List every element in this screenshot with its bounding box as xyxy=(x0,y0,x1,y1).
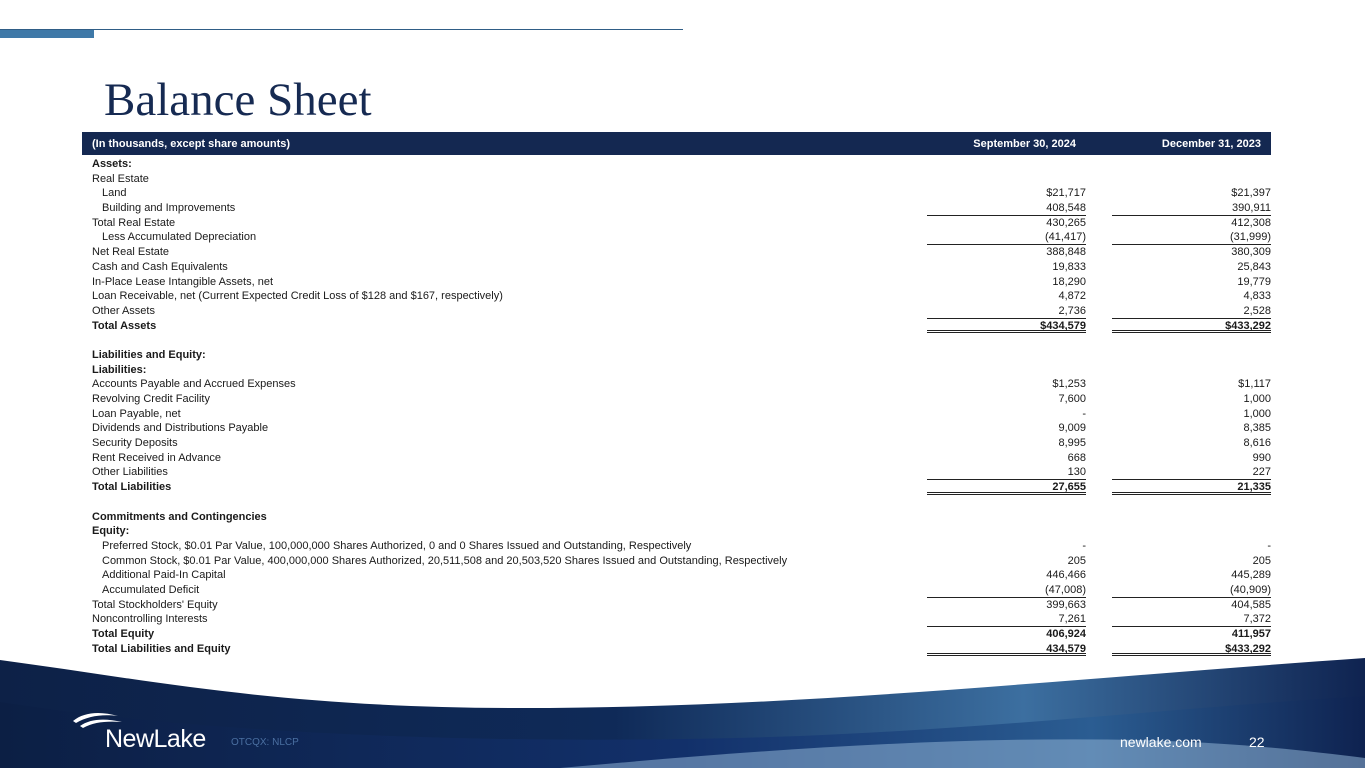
table-row xyxy=(82,436,1271,451)
table-row xyxy=(82,392,1271,407)
value-dec-2023: 412,308 xyxy=(1231,216,1271,229)
row-label: Accounts Payable and Accrued Expenses xyxy=(92,378,296,391)
table-row xyxy=(82,583,1271,598)
table-row xyxy=(82,539,1271,554)
page-number: 22 xyxy=(1249,734,1265,750)
table-row xyxy=(82,568,1271,583)
logo-text: NewLake xyxy=(105,725,206,753)
table-row xyxy=(82,289,1271,304)
row-label: Assets: xyxy=(92,158,132,170)
row-label: Noncontrolling Interests xyxy=(92,613,208,626)
table-row xyxy=(82,304,1271,319)
value-dec-2023: 7,372 xyxy=(1112,612,1271,627)
value-dec-2023: 8,616 xyxy=(1243,437,1271,450)
row-label: Total Stockholders' Equity xyxy=(92,598,218,611)
row-label: Rent Received in Advance xyxy=(92,451,222,464)
table-row xyxy=(82,172,1271,187)
value-dec-2023: 445,289 xyxy=(1231,569,1271,582)
row-label: Total Real Estate xyxy=(92,216,176,229)
table-row xyxy=(82,495,1271,510)
table-row xyxy=(82,451,1271,466)
row-label: Total Equity xyxy=(92,628,155,640)
header-col-sep-2024: September 30, 2024 xyxy=(973,138,1076,150)
value-dec-2023: 390,911 xyxy=(1112,201,1271,216)
row-label: Cash and Cash Equivalents xyxy=(92,260,228,273)
value-dec-2023: 1,000 xyxy=(1243,407,1271,420)
newlake-logo xyxy=(70,708,220,754)
value-sep-2024: 4,872 xyxy=(1058,290,1086,303)
value-sep-2024: 430,265 xyxy=(1046,216,1086,229)
value-dec-2023: (40,909) xyxy=(1112,583,1271,598)
row-label: Total Liabilities and Equity xyxy=(92,642,231,655)
value-sep-2024: (47,008) xyxy=(927,583,1086,598)
value-sep-2024: 7,261 xyxy=(927,612,1086,627)
value-sep-2024: 446,466 xyxy=(1046,569,1086,582)
table-row xyxy=(82,524,1271,539)
table-row xyxy=(82,465,1271,480)
table-row xyxy=(82,510,1271,525)
row-label: Commitments and Contingencies xyxy=(92,510,267,523)
value-sep-2024: 205 xyxy=(1067,554,1086,567)
value-dec-2023: 1,000 xyxy=(1243,393,1271,405)
row-label: Net Real Estate xyxy=(92,246,170,259)
value-sep-2024: 8,995 xyxy=(1058,437,1086,450)
top-rule xyxy=(0,29,683,30)
table-row xyxy=(82,260,1271,275)
header-label: (In thousands, except share amounts) xyxy=(92,138,291,150)
value-dec-2023: 2,528 xyxy=(1112,304,1271,319)
row-label: Total Liabilities xyxy=(92,481,172,494)
value-sep-2024: $1,253 xyxy=(1052,378,1086,391)
page-title: Balance Sheet xyxy=(104,74,372,126)
value-dec-2023: 380,309 xyxy=(1231,246,1271,259)
row-label: Total Assets xyxy=(92,319,157,332)
value-dec-2023: $21,397 xyxy=(1231,187,1271,200)
value-dec-2023: $433,292 xyxy=(1112,319,1271,334)
ticker-symbol: OTCQX: NLCP xyxy=(231,737,299,748)
value-sep-2024: 7,600 xyxy=(1058,393,1086,405)
row-label: Real Estate xyxy=(92,172,149,185)
table-row xyxy=(82,230,1271,245)
value-dec-2023: 8,385 xyxy=(1243,422,1271,435)
table-row xyxy=(82,598,1271,613)
value-dec-2023: $1,117 xyxy=(1238,378,1271,391)
value-sep-2024: 388,848 xyxy=(1046,246,1086,259)
value-dec-2023: 205 xyxy=(1252,554,1271,567)
value-sep-2024: 19,833 xyxy=(1052,260,1086,273)
row-label: Equity: xyxy=(92,525,130,538)
row-label: Common Stock, $0.01 Par Value, 400,000,000 Shares Authorized, 20,511,508 and 20,503,520 Shares Issued and Outstanding, Respectively xyxy=(102,554,788,567)
row-label: Preferred Stock, $0.01 Par Value, 100,000,000 Shares Authorized, 0 and 0 Shares Issued and Outstanding, Respectively xyxy=(102,539,692,552)
table-row xyxy=(82,612,1271,627)
table-header xyxy=(82,132,1271,155)
top-accent-bar xyxy=(0,30,94,38)
table-row xyxy=(82,245,1271,260)
value-sep-2024: $434,579 xyxy=(927,319,1086,334)
table-row xyxy=(82,377,1271,392)
value-dec-2023: 227 xyxy=(1112,465,1271,480)
row-label: Revolving Credit Facility xyxy=(92,393,210,405)
row-label: Other Liabilities xyxy=(92,466,168,479)
value-dec-2023: 25,843 xyxy=(1237,260,1271,273)
value-dec-2023: 411,957 xyxy=(1231,628,1271,640)
value-sep-2024: $21,717 xyxy=(1046,187,1086,200)
value-dec-2023: 19,779 xyxy=(1237,275,1271,288)
table-row xyxy=(82,333,1271,348)
row-label: Less Accumulated Depreciation xyxy=(102,231,257,244)
value-sep-2024: 9,009 xyxy=(1058,422,1086,435)
row-label: Additional Paid-In Capital xyxy=(102,569,226,582)
table-row xyxy=(82,157,1271,172)
row-label: In-Place Lease Intangible Assets, net xyxy=(92,275,274,288)
value-sep-2024: 130 xyxy=(927,465,1086,480)
row-label: Loan Receivable, net (Current Expected Credit Loss of $128 and $167, respectively) xyxy=(92,290,503,303)
balance-sheet-table xyxy=(82,132,1271,656)
table-row xyxy=(82,363,1271,378)
value-sep-2024: - xyxy=(1082,407,1086,420)
value-sep-2024: 406,924 xyxy=(1046,628,1086,640)
table-body xyxy=(82,157,1271,656)
table-row xyxy=(82,319,1271,334)
value-dec-2023: 990 xyxy=(1252,451,1271,464)
value-sep-2024: 27,655 xyxy=(927,480,1086,495)
value-sep-2024: 434,579 xyxy=(927,642,1086,657)
row-label: Loan Payable, net xyxy=(92,407,181,420)
row-label: Land xyxy=(102,187,127,200)
value-sep-2024: 668 xyxy=(1067,451,1086,464)
value-sep-2024: 408,548 xyxy=(927,201,1086,216)
row-label: Other Assets xyxy=(92,304,155,317)
row-label: Liabilities and Equity: xyxy=(92,348,206,361)
row-label: Accumulated Deficit xyxy=(102,583,200,596)
table-row xyxy=(82,348,1271,363)
value-sep-2024: (41,417) xyxy=(927,230,1086,245)
table-row xyxy=(82,275,1271,290)
table-row xyxy=(82,216,1271,231)
value-dec-2023: 4,833 xyxy=(1243,290,1271,303)
value-sep-2024: 18,290 xyxy=(1052,275,1086,288)
value-dec-2023: $433,292 xyxy=(1112,642,1271,657)
value-sep-2024: - xyxy=(1082,539,1086,552)
table-row xyxy=(82,554,1271,569)
row-label: Building and Improvements xyxy=(102,202,236,215)
value-dec-2023: - xyxy=(1267,539,1271,552)
value-sep-2024: 2,736 xyxy=(927,304,1086,319)
table-row xyxy=(82,201,1271,216)
value-dec-2023: 404,585 xyxy=(1231,598,1271,611)
website-link[interactable]: newlake.com xyxy=(1120,734,1202,750)
value-dec-2023: 21,335 xyxy=(1112,480,1271,495)
row-label: Dividends and Distributions Payable xyxy=(92,422,269,435)
value-sep-2024: 399,663 xyxy=(1046,598,1086,611)
table-row xyxy=(82,480,1271,495)
table-row xyxy=(82,421,1271,436)
row-label: Security Deposits xyxy=(92,437,178,450)
header-col-dec-2023: December 31, 2023 xyxy=(1161,138,1261,150)
row-label: Liabilities: xyxy=(92,363,147,376)
table-row xyxy=(82,407,1271,422)
table-row xyxy=(82,186,1271,201)
value-dec-2023: (31,999) xyxy=(1112,230,1271,245)
